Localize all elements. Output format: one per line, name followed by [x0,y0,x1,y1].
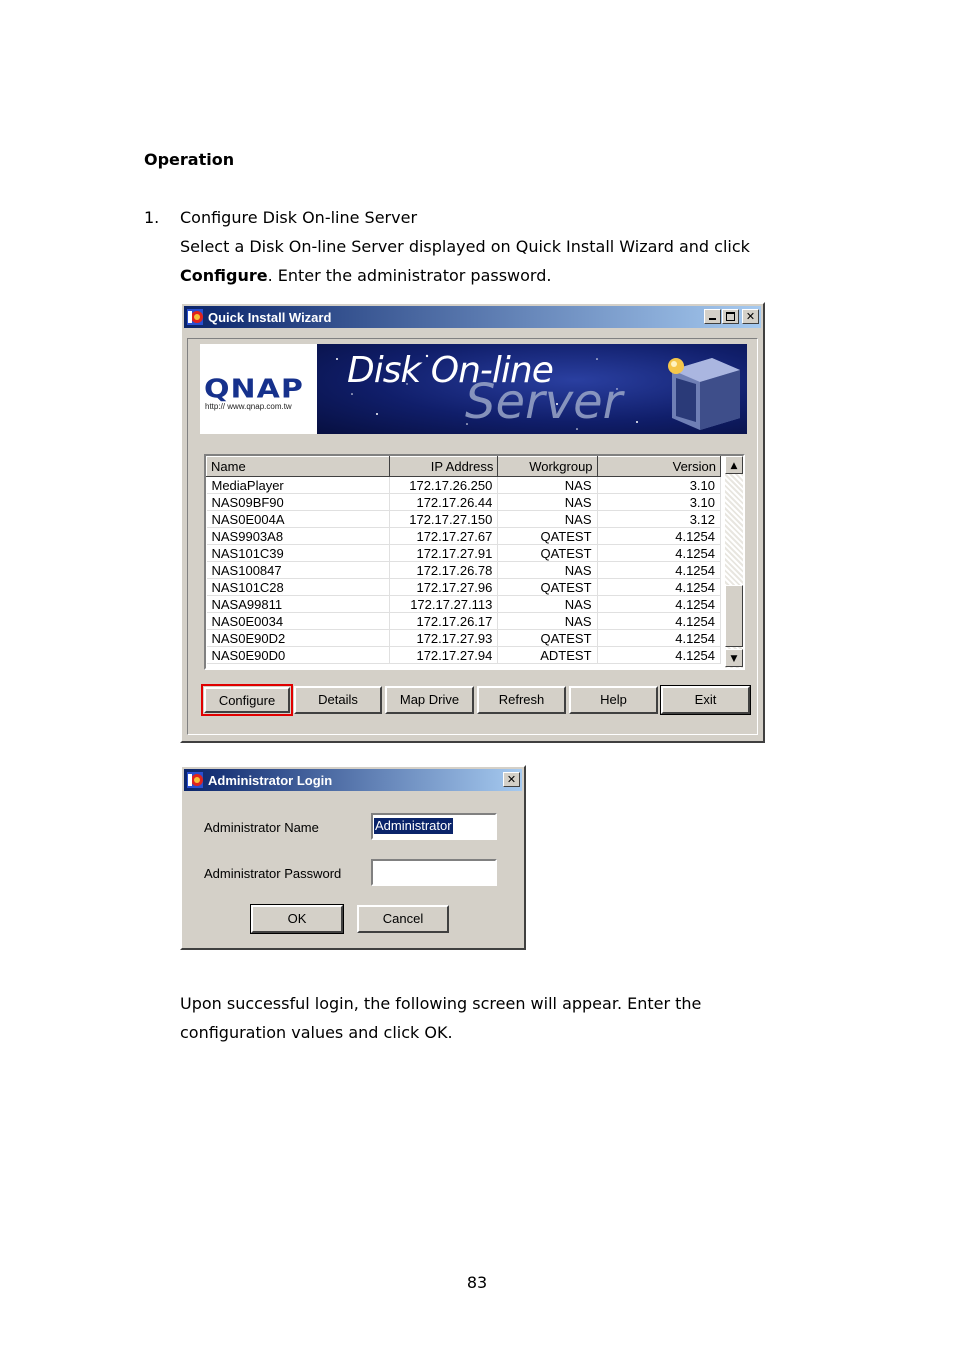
cell-name: NAS100847 [207,562,390,579]
configure-button[interactable]: Configure [204,687,290,713]
scroll-down-arrow-icon: ▼ [730,654,738,664]
table-row[interactable] [207,545,721,562]
server-table-header [207,457,721,477]
table-row[interactable] [207,613,721,630]
step-instruction-line-2 [180,261,551,290]
scroll-down-button[interactable] [725,649,743,667]
cell-name: NAS09BF90 [207,494,390,511]
cell-workgroup: QATEST [498,545,597,562]
administrator-login-dialog [180,765,526,950]
configure-bold-text: Configure [180,266,268,285]
cell-workgroup: QATEST [498,579,597,596]
section-heading: Operation [144,150,235,169]
cell-ip-address: 172.17.27.96 [390,579,498,596]
cell-version: 4.1254 [597,596,720,613]
administrator-name-value: Administrator [375,818,452,833]
cell-workgroup: NAS [498,494,597,511]
cell-ip-address: 172.17.27.67 [390,528,498,545]
cell-name: NAS9903A8 [207,528,390,545]
cell-name: NAS101C39 [207,545,390,562]
cell-version: 4.1254 [597,630,720,647]
column-header-ip-address[interactable]: IP Address [390,457,498,477]
product-name-line1: Disk On-line [347,350,553,391]
cell-name: NAS101C28 [207,579,390,596]
table-row[interactable] [207,596,721,613]
login-close-button[interactable] [503,772,520,787]
qnap-logo-panel [200,344,317,434]
cell-version: 4.1254 [597,647,720,664]
scroll-up-button[interactable] [725,456,743,474]
cell-name: MediaPlayer [207,477,390,494]
wizard-title: Quick Install Wizard [208,310,332,325]
cell-version: 4.1254 [597,528,720,545]
cell-ip-address: 172.17.26.78 [390,562,498,579]
cancel-button[interactable]: Cancel [357,905,449,933]
cell-workgroup: NAS [498,511,597,528]
cell-ip-address: 172.17.26.44 [390,494,498,511]
cell-version: 4.1254 [597,545,720,562]
column-header-version[interactable]: Version [597,457,720,477]
refresh-button[interactable]: Refresh [477,686,566,714]
product-name-line2: Server [465,374,623,430]
cell-ip-address: 172.17.27.93 [390,630,498,647]
cell-ip-address: 172.17.27.91 [390,545,498,562]
table-row[interactable] [207,647,721,664]
cell-ip-address: 172.17.26.250 [390,477,498,494]
login-title-bar [184,769,522,791]
close-icon: ✕ [506,773,517,786]
table-row[interactable] [207,494,721,511]
close-icon: ✕ [745,310,756,323]
server-table [206,456,721,664]
table-row[interactable] [207,562,721,579]
cell-workgroup: NAS [498,613,597,630]
cell-workgroup: QATEST [498,528,597,545]
scroll-thumb[interactable] [725,585,743,647]
login-title: Administrator Login [208,773,333,788]
cell-ip-address: 172.17.27.94 [390,647,498,664]
administrator-name-input[interactable] [371,813,497,840]
app-icon [186,771,204,789]
product-banner [200,344,747,434]
cell-name: NAS0E90D2 [207,630,390,647]
cell-version: 4.1254 [597,613,720,630]
page-number: 83 [466,1273,488,1292]
cell-workgroup: NAS [498,596,597,613]
app-icon [186,308,204,326]
result-paragraph-line2: configuration values and click OK. [180,1023,453,1042]
cell-workgroup: ADTEST [498,647,597,664]
help-button[interactable]: Help [569,686,658,714]
qnap-url: http:// www.qnap.com.tw [205,402,292,411]
qnap-logo-text: QNAP [204,374,304,405]
disk-online-server-artwork [317,344,747,434]
cell-version: 3.10 [597,494,720,511]
cell-ip-address: 172.17.27.150 [390,511,498,528]
quick-install-wizard-window [180,302,765,743]
map-drive-button[interactable]: Map Drive [385,686,474,714]
column-header-workgroup[interactable]: Workgroup [498,457,597,477]
minimize-button[interactable] [704,309,721,324]
minimize-icon [709,318,716,320]
step-instruction-rest: . Enter the administrator password. [267,266,552,285]
server-device-icon [662,348,744,432]
cell-ip-address: 172.17.26.17 [390,613,498,630]
cell-version: 4.1254 [597,579,720,596]
cell-version: 3.12 [597,511,720,528]
table-row[interactable] [207,511,721,528]
administrator-password-input[interactable] [371,859,497,886]
table-row[interactable] [207,579,721,596]
step-title: Configure Disk On-line Server [180,208,418,227]
server-list[interactable] [204,454,745,670]
cell-workgroup: NAS [498,477,597,494]
cell-version: 3.10 [597,477,720,494]
maximize-icon [726,312,735,321]
cell-name: NAS0E90D0 [207,647,390,664]
cell-ip-address: 172.17.27.113 [390,596,498,613]
details-button[interactable]: Details [294,686,382,714]
maximize-button[interactable] [722,309,739,324]
cell-name: NAS0E0034 [207,613,390,630]
wizard-title-bar [184,306,761,328]
step-instruction-line: Select a Disk On-line Server displayed on Quick Install Wizard and click [180,237,750,256]
cell-workgroup: QATEST [498,630,597,647]
administrator-password-label: Administrator Password [204,866,342,881]
step-number: 1. [144,208,160,227]
administrator-name-label: Administrator Name [204,820,319,835]
cell-workgroup: NAS [498,562,597,579]
ok-button[interactable]: OK [251,905,343,933]
vertical-scrollbar[interactable] [725,456,743,668]
table-row[interactable] [207,630,721,647]
close-button[interactable] [742,309,759,324]
table-row[interactable] [207,528,721,545]
cell-version: 4.1254 [597,562,720,579]
table-row[interactable] [207,477,721,494]
exit-button[interactable]: Exit [661,686,750,714]
cell-name: NASA99811 [207,596,390,613]
column-header-name[interactable]: Name [207,457,390,477]
scroll-up-arrow-icon: ▲ [730,461,738,471]
cell-name: NAS0E004A [207,511,390,528]
server-table-body [207,477,721,664]
result-paragraph-line1: Upon successful login, the following screen will appear. Enter the [180,994,702,1013]
